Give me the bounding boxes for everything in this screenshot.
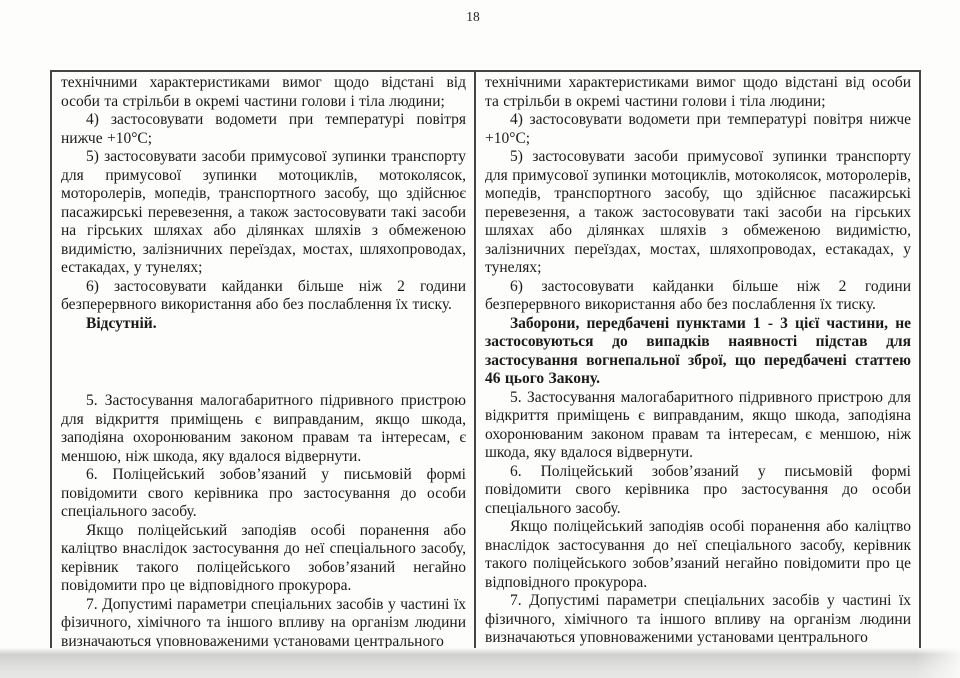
- paragraph: Якщо поліцейський заподіяв особі поранення або каліцтво внаслідок застосування до неї спеціального засобу, керівник такого поліцейського зобов’язаний негайно повідомити про це відповідного прокурора.: [485, 518, 911, 591]
- left-column-cell: [52, 72, 476, 648]
- comparison-table: [50, 70, 921, 648]
- paragraph: Якщо поліцейський заподіяв особі поранення або каліцтво внаслідок застосування до неї спеціального засобу, керівник такого поліцейського зобов’язаний негайно повідомити про це відповідного прокурора.: [61, 521, 466, 594]
- scan-edge-band-fade: [915, 648, 960, 678]
- paragraph: 6. Поліцейський зобов’язаний у письмовій формі повідомити свого керівника про застосування до особи спеціального засобу.: [61, 466, 466, 520]
- paragraph: 6) застосовувати кайданки більше ніж 2 години безперервного використання або без послаблення їх тиску.: [61, 277, 466, 313]
- paragraph: технічними характеристиками вимог щодо відстані від особи та стрільби в окремі частини голови і тіла людини;: [61, 74, 466, 110]
- paragraph: 4) застосовувати водомети при температурі повітря нижче +10°С;: [485, 111, 911, 147]
- paragraph: 5. Застосування малогабаритного підривного пристрою для відкриття приміщень є виправданим, якщо шкода, заподіяна охоронюваним законом правам та інтересам, є меншою, ніж шкода, яку вдалося відвернути.: [61, 392, 466, 465]
- scan-edge-band: [0, 648, 960, 678]
- bold-paragraph: Заборони, передбачені пунктами 1 - 3 цієї частини, не застосовуються до випадків наявності підстав для застосування вогнепальної зброї, що передбачені статтею 46 цього Закону.: [485, 314, 911, 387]
- bold-paragraph: Відсутній.: [86, 314, 157, 332]
- page-number: 18: [466, 9, 480, 24]
- paragraph: 7. Допустимі параметри спеціальних засобів у частині їх фізичного, хімічного та іншого впливу на організм людини визначаються уповноваженими установами центрального: [61, 595, 466, 648]
- paragraph: 4) застосовувати водомети при температурі повітря нижче +10°С;: [61, 111, 466, 147]
- paragraph: 6. Поліцейський зобов’язаний у письмовій формі повідомити свого керівника про застосування до особи спеціального засобу.: [485, 462, 911, 517]
- empty-cell-gap: [61, 333, 466, 392]
- paragraph: 5) застосовувати засоби примусової зупинки транспорту для примусової зупинки мотоциклів, мотоколясок, моторолерів, мопедів, транспортного засобу, що здійснює пасажирські перевезення, а також застосовувати такі засоби на гірських шляхах або ділянках шляхів з обмеженою видимістю, залізничних переїздах, мостах, шляхопроводах, естакадах, у тунелях;: [61, 148, 466, 276]
- paragraph: технічними характеристиками вимог щодо відстані від особи та стрільби в окремі частини голови і тіла людини;: [485, 74, 911, 110]
- paragraph: 5) застосовувати засоби примусової зупинки транспорту для примусової зупинки мотоциклів, мотоколясок, моторолерів, мопедів, транспортного засобу, що здійснює пасажирські перевезення, а також застосовувати такі засоби на гірських шляхах або ділянках шляхів з обмеженою видимістю, залізничних переїздах, мостах, шляхопроводах, естакадах, у тунелях;: [485, 148, 911, 276]
- paragraph: 7. Допустимі параметри спеціальних засобів у частині їх фізичного, хімічного та іншого впливу на організм людини визначаються уповноваженими установами центрального: [485, 592, 911, 646]
- right-column-cell: [476, 72, 919, 648]
- paragraph: 6) застосовувати кайданки більше ніж 2 години безперервного використання або без послаблення їх тиску.: [485, 277, 911, 313]
- paragraph: 5. Застосування малогабаритного підривного пристрою для відкриття приміщень є виправданим, якщо шкода, заподіяна охоронюваним законом правам та інтересам, є меншою, ніж шкода, яку вдалося відвернути.: [485, 388, 911, 461]
